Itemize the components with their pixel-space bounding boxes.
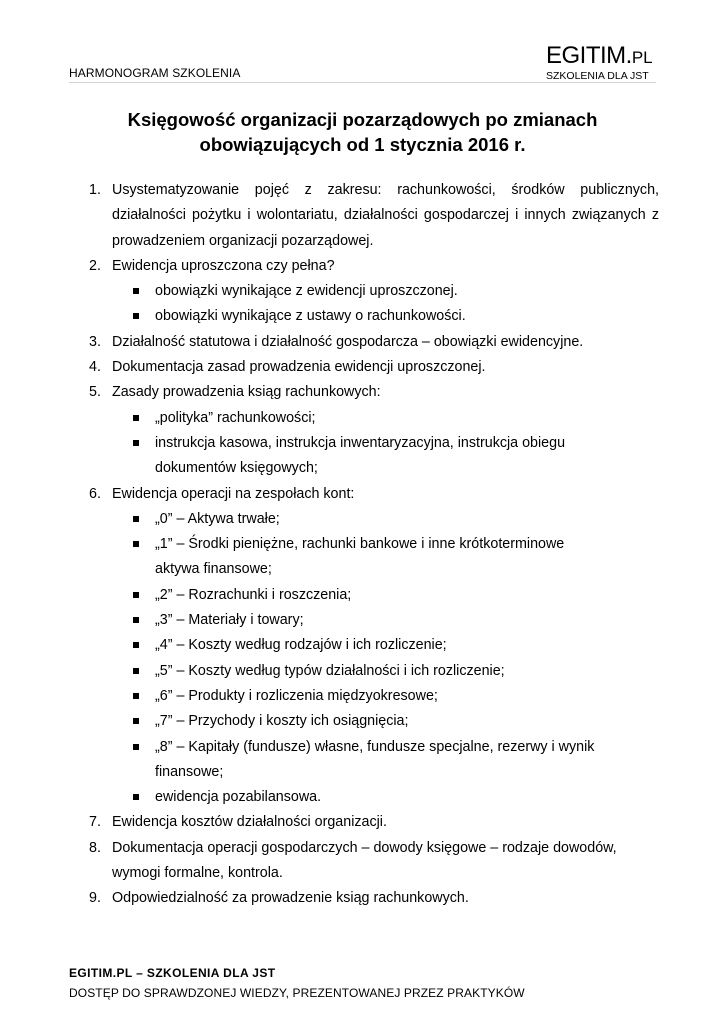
item-text: Ewidencja operacji na zespołach kont: (112, 485, 355, 502)
sub-item-text: „3” – Materiały i towary; (155, 612, 304, 629)
sub-item-text: „5” – Koszty według typów działalności i ich rozliczenie; (155, 662, 505, 679)
square-bullet-icon (133, 288, 139, 294)
sub-item (112, 279, 659, 304)
square-bullet-icon (133, 718, 139, 724)
item-number: 4. (89, 359, 101, 376)
item-text: Ewidencja uproszczona czy pełna? (112, 257, 335, 274)
footer-slogan: DOSTĘP DO SPRAWDZONEJ WIEDZY, PREZENTOWANEJ PRZEZ PRAKTYKÓW (69, 986, 525, 1000)
document-title-line-1: Księgowość organizacji pozarządowych po zmianach (127, 109, 598, 130)
item-text: Dokumentacja operacji gospodarczych – dowody księgowe – rodzaje dowodów, wymogi formalne, kontrola. (112, 839, 617, 882)
sub-item-text: „1” – Środki pieniężne, rachunki bankowe i inne krótkoterminowe aktywa finansowe; (155, 536, 565, 578)
item-number: 3. (89, 333, 101, 350)
sub-list (112, 507, 659, 811)
sub-item (112, 659, 659, 684)
square-bullet-icon (133, 440, 139, 446)
sub-item-text: obowiązki wynikające z ustawy o rachunkowości. (155, 308, 466, 325)
item-number: 2. (89, 257, 101, 274)
agenda-item-8 (89, 836, 659, 887)
item-text: Dokumentacja zasad prowadzenia ewidencji uproszczonej. (112, 359, 486, 376)
square-bullet-icon (133, 541, 139, 547)
agenda-item-5 (89, 380, 659, 481)
agenda-item-6 (89, 482, 659, 811)
sub-item (112, 406, 659, 431)
header-divider (69, 82, 656, 83)
square-bullet-icon (133, 592, 139, 598)
page-footer (69, 963, 669, 1003)
square-bullet-icon (133, 693, 139, 699)
footer-brand: EGITIM.PL – SZKOLENIA DLA JST (69, 966, 276, 980)
logo-subtitle: SZKOLENIA DLA JST (546, 70, 649, 82)
header-title: HARMONOGRAM SZKOLENIA (69, 66, 241, 80)
sub-item-text: „0” – Aktywa trwałe; (155, 510, 280, 527)
square-bullet-icon (133, 668, 139, 674)
square-bullet-icon (133, 794, 139, 800)
agenda-item-2 (89, 254, 659, 330)
sub-item (112, 532, 659, 583)
sub-item (112, 684, 659, 709)
sub-item (112, 785, 659, 810)
sub-item (112, 304, 659, 329)
item-text: Ewidencja kosztów działalności organizacji. (112, 814, 387, 831)
item-text: Odpowiedzialność za prowadzenie ksiąg rachunkowych. (112, 890, 469, 907)
sub-item-text: „polityka” rachunkowości; (155, 409, 316, 426)
agenda-content (89, 178, 659, 912)
square-bullet-icon (133, 415, 139, 421)
sub-list (112, 406, 659, 482)
sub-item (112, 583, 659, 608)
square-bullet-icon (133, 617, 139, 623)
item-text: Usystematyzowanie pojęć z zakresu: rachunkowości, środków publicznych, działalności pożytku i wolontariatu, działalności gospodarczej i innych związanych z prowadzeniem organizacji pozarządowej. (112, 182, 659, 249)
sub-item-text: instrukcja kasowa, instrukcja inwentaryzacyjna, instrukcja obiegu dokumentów księgowych; (155, 434, 566, 477)
agenda-item-3 (89, 330, 659, 355)
egitim-logo (546, 44, 656, 82)
sub-item (112, 507, 659, 532)
sub-item-text: „8” – Kapitały (fundusze) własne, fundusze specjalne, rezerwy i wynik finansowe; (155, 738, 595, 780)
item-number: 8. (89, 839, 101, 856)
item-number: 7. (89, 814, 101, 831)
logo-pl-text: PL (631, 48, 653, 67)
item-number: 5. (89, 384, 101, 401)
item-text: Działalność statutowa i działalność gospodarcza – obowiązki ewidencyjne. (112, 333, 584, 350)
sub-item-text: „2” – Rozrachunki i roszczenia; (155, 586, 352, 603)
agenda-item-7 (89, 810, 659, 835)
sub-item-text: „4” – Koszty według rodzajów i ich rozliczenie; (155, 637, 447, 654)
logo-main-text: EGITIM. (546, 42, 632, 69)
document-title-line-2: obowiązujących od 1 stycznia 2016 r. (199, 134, 526, 155)
page-header (0, 0, 725, 90)
sub-item (112, 431, 659, 482)
sub-item-text: ewidencja pozabilansowa. (155, 789, 322, 806)
sub-item (112, 633, 659, 658)
sub-item-text: „6” – Produkty i rozliczenia międzyokresowe; (155, 687, 438, 704)
logo-wordmark (546, 44, 656, 70)
agenda-item-1 (89, 178, 659, 254)
sub-item (112, 608, 659, 633)
sub-item (112, 709, 659, 734)
square-bullet-icon (133, 516, 139, 522)
item-number: 1. (89, 182, 101, 198)
square-bullet-icon (133, 744, 139, 750)
agenda-list (89, 178, 659, 912)
item-number: 9. (89, 890, 101, 907)
document-title (60, 107, 665, 157)
sub-item-text: obowiązki wynikające z ewidencji uproszczonej. (155, 283, 458, 300)
item-text: Zasady prowadzenia ksiąg rachunkowych: (112, 384, 381, 401)
agenda-item-4 (89, 355, 659, 380)
item-number: 6. (89, 485, 101, 502)
square-bullet-icon (133, 313, 139, 319)
agenda-item-9 (89, 886, 659, 911)
sub-list (112, 279, 659, 330)
sub-item-text: „7” – Przychody i koszty ich osiągnięcia; (155, 713, 409, 730)
sub-item (112, 735, 659, 786)
square-bullet-icon (133, 642, 139, 648)
